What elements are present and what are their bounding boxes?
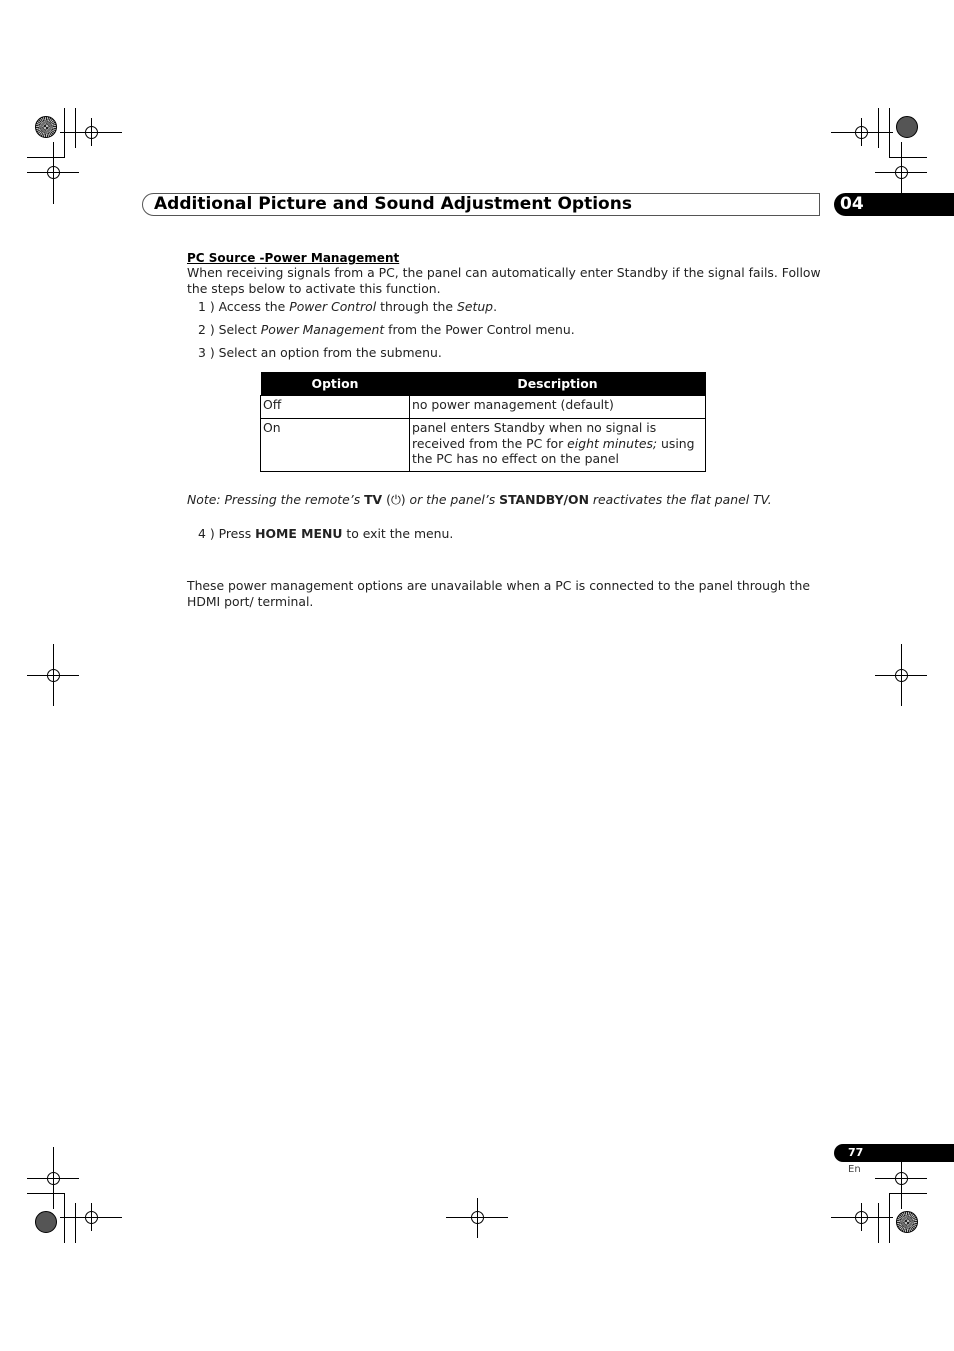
- menu-term: Power Management: [260, 322, 385, 337]
- standby-button-label: STANDBY/ON: [499, 492, 589, 507]
- description-text: panel enters Standby when no signal is received from the PC for: [412, 420, 657, 451]
- description-text: using the PC has no effect on the panel: [412, 435, 695, 466]
- description-cell: [410, 419, 706, 472]
- trim-mark: [75, 108, 76, 148]
- trim-mark: [27, 1193, 65, 1194]
- language-label: En: [848, 1164, 861, 1175]
- gray-disc-icon: [35, 1211, 57, 1233]
- step-2: [198, 322, 575, 337]
- trim-mark: [27, 157, 65, 158]
- crosshair-circle: [895, 166, 908, 179]
- crosshair-circle: [855, 126, 868, 139]
- option-cell: Off: [261, 396, 410, 419]
- note-text: or the panel’s: [405, 492, 500, 507]
- table-row: [261, 396, 706, 419]
- page-title: Additional Picture and Sound Adjustment Options: [154, 194, 632, 214]
- crosshair-circle: [85, 126, 98, 139]
- description-emphasis: eight minutes;: [567, 435, 658, 451]
- crosshair-circle: [85, 1211, 98, 1224]
- tv-button-label: TV: [364, 492, 383, 507]
- column-header-option: Option: [261, 372, 410, 396]
- description-cell: no power management (default): [410, 396, 706, 419]
- chapter-number: 04: [840, 194, 864, 214]
- crosshair-circle: [855, 1211, 868, 1224]
- menu-term: Setup: [456, 299, 494, 314]
- gray-disc-icon: [896, 116, 918, 138]
- crosshair-circle: [47, 166, 60, 179]
- options-table: [260, 372, 706, 472]
- table-header-row: [261, 372, 706, 396]
- step-text: to exit the menu.: [342, 526, 454, 541]
- note-text: reactivates the flat panel TV.: [588, 492, 772, 507]
- trim-mark: [889, 1193, 890, 1243]
- trim-mark: [889, 1193, 927, 1194]
- step-text: .: [493, 299, 498, 314]
- step-text: 4 ) Press: [198, 526, 256, 541]
- crosshair-circle: [895, 1172, 908, 1185]
- note: [187, 492, 772, 508]
- step-text: from the Power Control menu.: [384, 322, 575, 337]
- section-title: PC Source -Power Management: [187, 251, 400, 265]
- intro-paragraph: When receiving signals from a PC, the panel can automatically enter Standby if the signal fails. Follow the steps below to activate this function.: [187, 265, 821, 296]
- table-row: [261, 419, 706, 472]
- crosshair-circle: [47, 1172, 60, 1185]
- step-3: 3 ) Select an option from the submenu.: [198, 345, 442, 360]
- trim-mark: [64, 108, 65, 158]
- trim-mark: [878, 1203, 879, 1243]
- note-text: Note: Pressing the remote’s: [187, 492, 365, 507]
- power-icon: (⏻): [386, 492, 406, 507]
- crosshair-circle: [895, 669, 908, 682]
- home-menu-label: HOME MENU: [255, 526, 343, 541]
- crosshair-circle: [47, 669, 60, 682]
- step-text: 1 ) Access the: [198, 299, 290, 314]
- step-1: [198, 299, 497, 314]
- hdmi-note-paragraph: These power management options are unavailable when a PC is connected to the panel through the HDMI port/ terminal.: [187, 578, 810, 609]
- trim-mark: [64, 1193, 65, 1243]
- trim-mark: [878, 108, 879, 148]
- trim-mark: [75, 1203, 76, 1243]
- trim-mark: [889, 108, 890, 158]
- crosshair-circle: [471, 1211, 484, 1224]
- column-header-description: Description: [410, 372, 706, 396]
- option-cell: On: [261, 419, 410, 472]
- page-number: 77: [848, 1146, 864, 1159]
- step-text: through the: [376, 299, 457, 314]
- color-wheel-icon: [35, 116, 57, 138]
- step-4: [198, 526, 453, 541]
- trim-mark: [889, 157, 927, 158]
- color-wheel-icon: [896, 1211, 918, 1233]
- step-text: 2 ) Select: [198, 322, 261, 337]
- menu-term: Power Control: [289, 299, 377, 314]
